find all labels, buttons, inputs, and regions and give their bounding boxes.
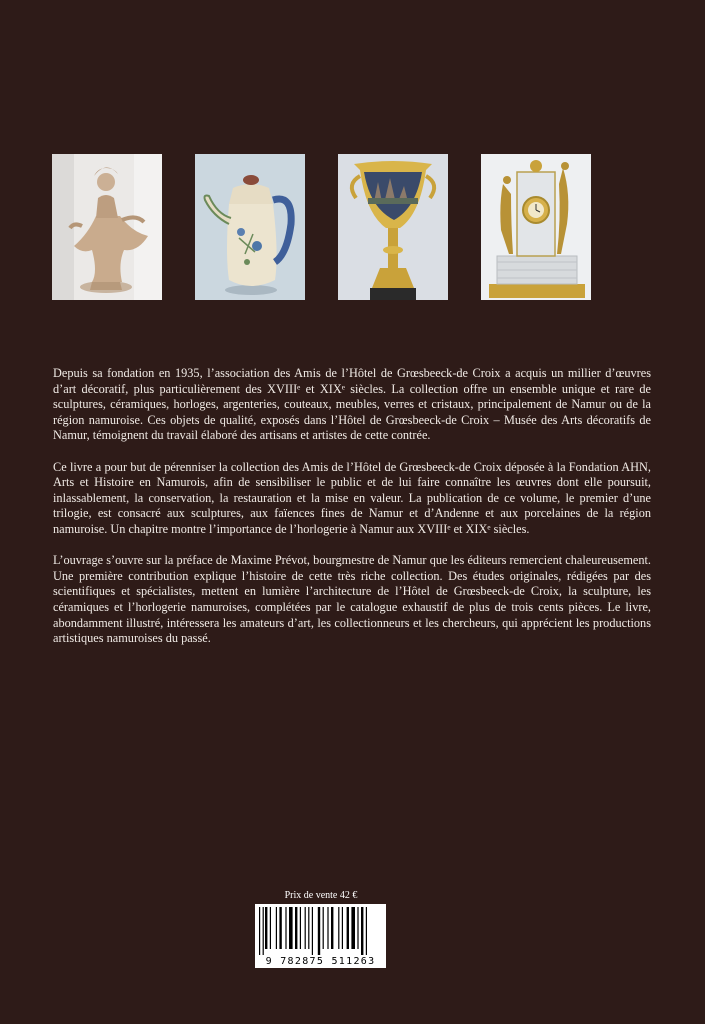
faience-coffeepot-icon	[195, 154, 305, 300]
barcode-bar	[308, 907, 309, 949]
faience-coffeepot-photo	[195, 154, 305, 300]
barcode-bar	[318, 907, 320, 955]
barcode-bar	[323, 907, 324, 949]
barcode-bar	[357, 907, 358, 949]
barcode-bar	[351, 907, 355, 949]
barcode-bar	[312, 907, 313, 955]
barcode-bar	[361, 907, 363, 955]
figurine-sculpture-icon	[52, 154, 162, 300]
barcode-icon	[259, 907, 382, 955]
barcode-bar	[300, 907, 301, 949]
barcode-bar	[289, 907, 293, 949]
gilt-clock-photo	[481, 154, 591, 300]
barcode-bar	[265, 907, 267, 949]
barcode-bar	[270, 907, 271, 949]
barcode-bar	[366, 907, 367, 955]
barcode-digits: 9 782875 511263	[265, 956, 376, 967]
barcode-bar	[285, 907, 286, 949]
barcode-bar	[263, 907, 264, 955]
paragraph-3: L’ouvrage s’ouvre sur la préface de Maxime Prévot, bourgmestre de Namur que les éditeurs remercient chaleureusement. Une première contribution explique l’histoire de cette très riche collection. Des études originales, rédigées par des scientifiques et spécialistes, mettent en lumière l’architecture de l’Hôtel de Grœsbeeck-de Croix, la sculpture, les céramiques et l’horlogerie namuroises, complétées par le catalogue exhaustif de plus de trois cents pièces. Le livre, abondamment illustré, intéressera les amateurs d’art, les collectionneurs et les chercheurs, qui apprécient les productions artistiques namuroises du passé.	[53, 553, 651, 646]
barcode-bar	[276, 907, 277, 949]
price-label: Prix de vente 42 €	[284, 890, 358, 901]
isbn-barcode	[255, 904, 386, 968]
paragraph-1: Depuis sa fondation en 1935, l’association des Amis de l’Hôtel de Grœsbeeck-de Croix a acquis un millier d’œuvres d’art décoratif, plus particulièrement des XVIIIᵉ et XIXᵉ siècles. La collection offre un ensemble unique et rare de sculptures, céramiques, horloges, argenteries, couteaux, meubles, verres et cristaux, principalement de Namur ou de la région namuroise. Ces objets de qualité, exposés dans l’Hôtel de Grœsbeeck-de Croix – Musée des Arts décoratifs de Namur, témoignent du travail élaboré des artisans et artistes de cette contrée.	[53, 366, 651, 443]
barcode-bar	[342, 907, 343, 949]
paragraph-2: Ce livre a pour but de pérenniser la collection des Amis de l’Hôtel de Grœsbeeck-de Croix déposée à la Fondation AHN, Arts et Histoire en Namurois, afin de sensibiliser le public et de lui faire connaître les œuvres dont elle poursuit, inlassablement, la conservation, la restauration et la mise en valeur. La publication de ce volume, le premier d’une trilogie, est consacré aux sculptures, aux faïences fines de Namur et d’Andenne et aux porcelaines de la région namuroise. Un chapitre montre l’importance de l’horlogerie à Namur aux XVIIIᵉ et XIXᵉ siècles.	[53, 459, 651, 536]
barcode-bar	[331, 907, 333, 949]
barcode-bar	[305, 907, 306, 949]
porcelain-vase-photo	[338, 154, 448, 300]
porcelain-vase-icon	[338, 154, 448, 300]
barcode-bar	[347, 907, 349, 949]
figurine-sculpture-photo	[52, 154, 162, 300]
gilt-clock-icon	[481, 154, 591, 300]
barcode-bar	[338, 907, 339, 949]
back-cover-text	[53, 366, 651, 662]
barcode-bar	[259, 907, 260, 955]
barcode-bar	[279, 907, 281, 949]
barcode-bar	[327, 907, 328, 949]
photo-strip	[52, 154, 592, 301]
barcode-bar	[295, 907, 297, 949]
